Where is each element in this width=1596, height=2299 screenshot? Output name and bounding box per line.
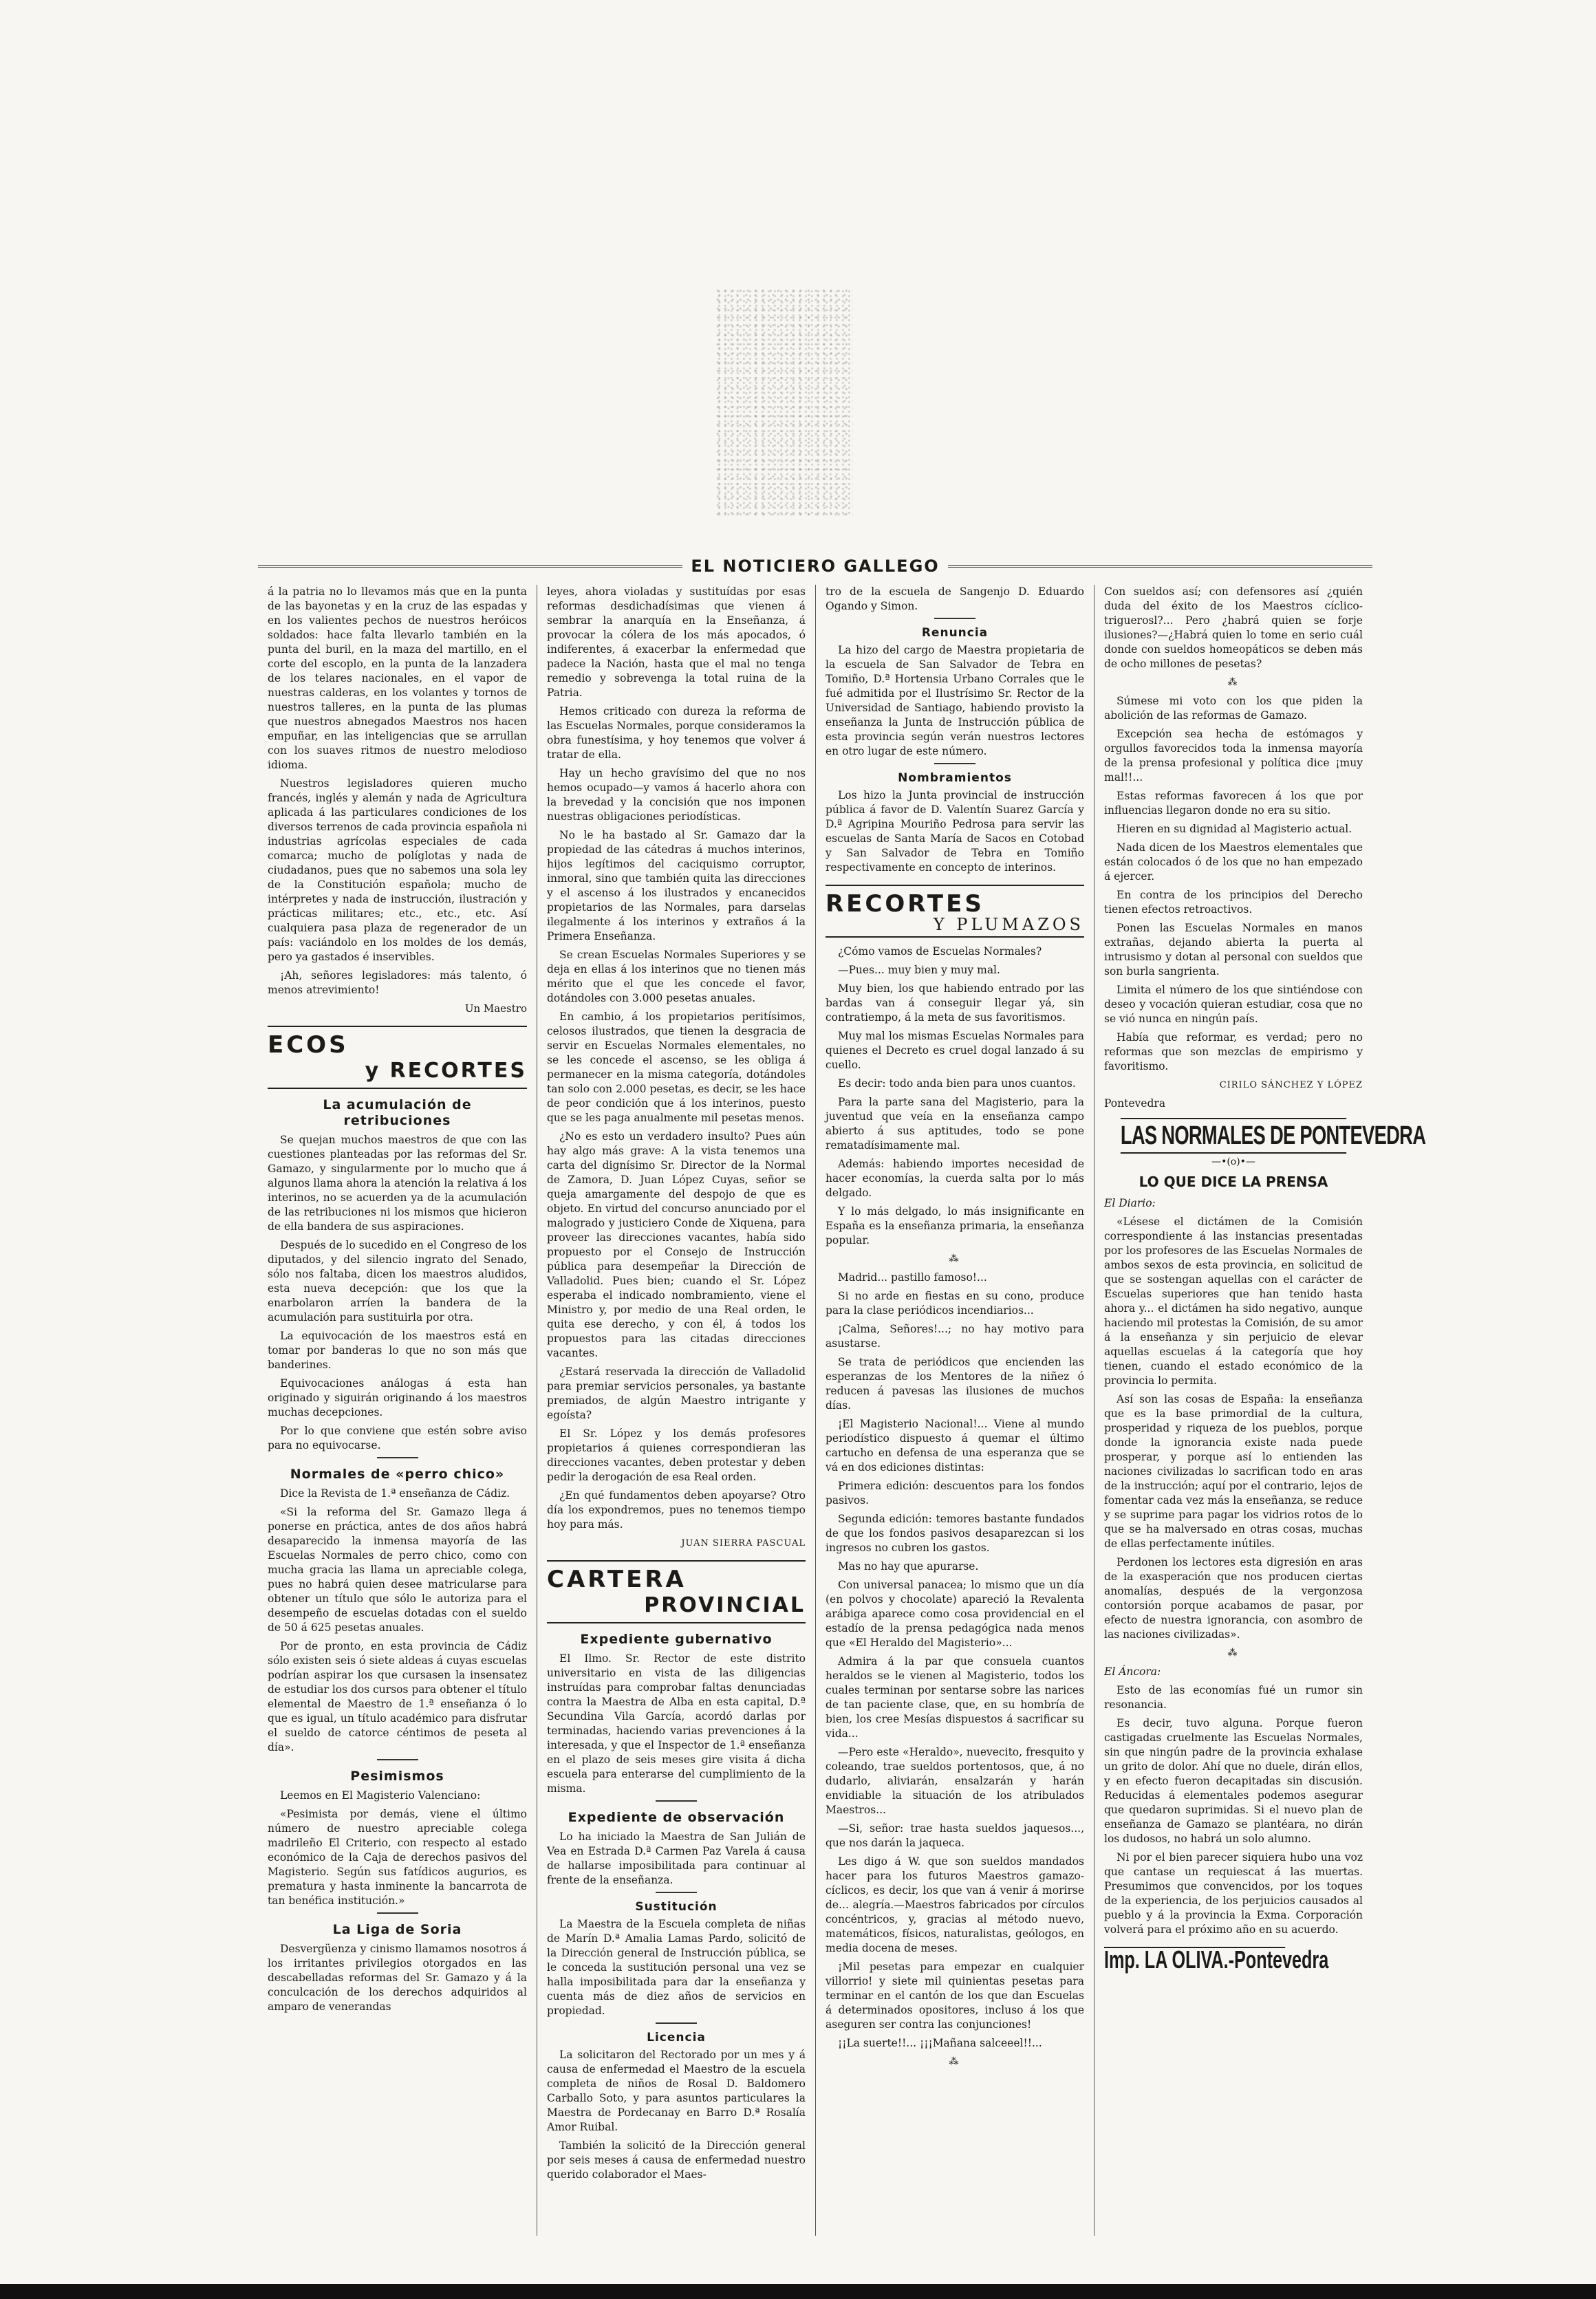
- paragraph: Por de pronto, en esta provincia de Cádiz sólo existen seis ó siete aldeas á cuyas escuelas podrían aspirar los que cursasen la insensatez de estudiar los dos cursos para obtener el título elemental de Maestro de 1.ª enseñanza ó lo que es igual, un título académico para disfrutar el sueldo de catorce céntimos de peseta al día».: [268, 1640, 527, 1753]
- banner-title: RECORTES: [826, 890, 984, 918]
- paragraph: —Pero este «Heraldo», nuevecito, fresquito y coleando, trae sueldos portentosos, que, á no dudarlo, aliviarán, ensalzarán y harán envidiable la situación de los atribulados Maestros...: [826, 1746, 1084, 1816]
- paragraph: Se quejan muchos maestros de que con las cuestiones planteadas por las reformas del Sr. Gamazo, y singularmente por lo mucho que á algunos llama ahora la atención la relativa á los interinos, no se acuerden ya de la acumulación de las retribuciones ni los mismos que hicieron de ella bandera de sus aspiraciones.: [268, 1134, 527, 1233]
- paragraph: tro de la escuela de Sangenjo D. Eduardo Ogando y Simon.: [826, 585, 1084, 612]
- divider: [377, 1912, 418, 1914]
- paragraph: En cambio, á los propietarios peritísimos, celosos ilustrados, que tienen la desgracia de servir en Escuelas Normales elementales, no se les concede el ascenso, se les obliga á permanecer en la misma categoría, dotándoles tan solo con 2.000 pesetas, es decir, se les hace de peor condición que á los interinos, puesto que se les paga anualmente mil pesetas menos.: [547, 1011, 806, 1124]
- paragraph: Admira á la par que consuela cuantos heraldos se le vienen al Magisterio, todos los cuales terminan por sentarse sobre las narices de tan paciente clase, que, en su hombría de bien, los cree Mesías dispuestos á sacrificar su vida...: [826, 1655, 1084, 1740]
- banner-ornament: —•(o)•—: [1211, 1156, 1255, 1167]
- article-heading: La acumulación de retribuciones: [323, 1097, 472, 1128]
- printer-imprint: Imp. LA OLIVA.-Pontevedra: [1104, 1945, 1329, 1974]
- section-banner-normales: LAS NORMALES DE PONTEVEDRA: [1121, 1118, 1346, 1154]
- banner-title: CARTERA: [547, 1566, 687, 1593]
- signature-place: Pontevedra: [1104, 1097, 1166, 1110]
- divider: [934, 618, 975, 619]
- paragraph: ¡El Magisterio Nacional!... Viene al mundo periodístico dispuesto á quemar el último cartucho en defensa de una esperanza que se vá en dos ediciones distintas:: [826, 1418, 1084, 1474]
- paragraph: Excepción sea hecha de estómagos y orgullos favorecidos toda la inmensa mayoría de la prensa profesional y política dice ¡muy mal!!...: [1104, 728, 1363, 784]
- signature: CIRILO SÁNCHEZ Y LÓPEZ: [1219, 1080, 1363, 1090]
- column-1: [258, 585, 537, 2236]
- paragraph: ¡Mil pesetas para empezar en cualquier villorrio! y siete mil quinientas pesetas para terminar en el cantón de los que dan Escuelas á determinados opositores, incluso á los que aseguren ser contra las conjunciones!: [826, 1961, 1084, 2031]
- paragraph: Dice la Revista de 1.ª enseñanza de Cádiz.: [280, 1487, 510, 1500]
- paragraph: «Pesimista por demás, viene el último número de nuestro apreciable colega madrileño El Criterio, con respecto al estado económico de la Caja de derechos pasivos del Magisterio. Según sus fatídicos augurios, es prematura y hasta inminente la bancarrota de tan benéfica institución.»: [268, 1808, 527, 1907]
- paragraph: Madrid... pastillo famoso!...: [838, 1271, 987, 1284]
- paragraph: á la patria no lo llevamos más que en la punta de las bayonetas y en la cruz de las espadas y en los valientes pechos de nuestros heróicos soldados: hace falta llevarlo también en la punta del buril, en la maza del martillo, en el corte del escoplo, en la punta de la lanzadera de los telares nacionales, en el vapor de nuestras calderas, en los volantes y tornos de nuestros talleres, en la punta de las plumas que nuestros abnegados Maestros nos hacen empuñar, en las inteligencias que se arrullan con los suaves ritmos de nuestro melodioso idioma.: [268, 585, 527, 771]
- paragraph: Se trata de periódicos que encienden las esperanzas de los Mentores de la niñez ó reducen á pavesas las ilusiones de muchos días.: [826, 1356, 1084, 1412]
- paragraph: ¿Cómo vamos de Escuelas Normales?: [838, 945, 1042, 958]
- article-heading: Renuncia: [921, 626, 989, 640]
- paragraph: Nada dicen de los Maestros elementales que están colocados ó de los que no han empezado á ejercer.: [1104, 841, 1363, 883]
- asterism: ⁂: [949, 1253, 961, 1264]
- section-banner-recortes: [826, 885, 1084, 938]
- section-banner-cartera: [547, 1560, 806, 1623]
- article-heading: La Liga de Soria: [332, 1922, 462, 1937]
- paragraph: Estas reformas favorecen á los que por influencias llegaron donde no era su sitio.: [1104, 790, 1363, 817]
- paragraph: Lo ha iniciado la Maestra de San Julián de Vea en Estrada D.ª Carmen Paz Varela á causa de hallarse imposibilitada para continuar al frente de la enseñanza.: [547, 1831, 806, 1886]
- article-heading: Pesimismos: [350, 1769, 444, 1784]
- paragraph: Así son las cosas de España: la enseñanza que es la base primordial de la cultura, prosperidad y riqueza de los pueblos, porque donde la ignorancia existe nada puede prosperar, y porque así lo entienden las naciones civilizadas lo sacrifican todo en aras de la instrucción; aquí por el contrario, lejos de fomentar cada vez más la enseñanza, se reduce y se suprime para pagar los vidrios rotos de lo que se ha malversado en otras cosas, muchas de ellas perfectamente inútiles.: [1104, 1393, 1363, 1550]
- paragraph: Esto de las economías fué un rumor sin resonancia.: [1104, 1684, 1363, 1711]
- paragraph: leyes, ahora violadas y sustituídas por esas reformas desdichadísimas que vienen á sembrar la anarquía en la Enseñanza, á provocar la cólera de los más apocados, ó indiferentes, á exacerbar la enfermedad que padece la Nación, hasta que el mal no tenga remedio y sobrevenga la total ruina de la Patria.: [547, 585, 806, 699]
- banner-subtitle: LO QUE DICE LA PRENSA: [1139, 1174, 1328, 1190]
- article-heading: Normales de «perro chico»: [290, 1467, 505, 1482]
- section-banner-ecos: [268, 1026, 527, 1089]
- newspaper-page: [258, 585, 1426, 2236]
- divider: [656, 1892, 697, 1893]
- paragraph: Equivocaciones análogas á esta han originado y siguirán originando á los maestros muchas decepciones.: [268, 1377, 527, 1418]
- paragraph: ¡Calma, Señores!...; no hay motivo para asustarse.: [826, 1323, 1084, 1350]
- masthead-rule-left: [258, 565, 682, 568]
- paragraph: El Ilmo. Sr. Rector de este distrito universitario en vista de las diligencias instruídas para comprobar faltas denunciadas contra la Maestra de Alba en esta capital, D.ª Secundina Vila García, acordó darlas por terminadas, haciendo varias prevenciones á la interesada, y que el Inspector de 1.ª enseñanza en el plazo de seis meses gire visita á dicha escuela para enterarse del cumplimiento de la misma.: [547, 1652, 806, 1795]
- paragraph: No le ha bastado al Sr. Gamazo dar la propiedad de las cátedras á muchos interinos, hijos legítimos del caciquismo corruptor, inmoral, sino que también quita las direcciones y el ascenso á los ilustrados y encanecidos propietarios de las Normales, para darselas ilegalmente á los interinos y extraños á la Primera Enseñanza.: [547, 829, 806, 942]
- banner-subtitle: PROVINCIAL: [644, 1593, 806, 1617]
- paragraph: Muy mal los mismas Escuelas Normales para quienes el Decreto es cruel dogal lanzado á su cuello.: [826, 1030, 1084, 1071]
- paragraph: Hieren en su dignidad al Magisterio actual.: [1117, 823, 1352, 835]
- paragraph: «Si la reforma del Sr. Gamazo llega á ponerse en práctica, antes de dos años habrá desaparecido la inmensa mayoría de las Escuelas Normales de perro chico, como con mucha gracia las llama un apreciable colega, pues no habrá quien desee matricularse para obtener un título que sólo le autoriza para el desempeño de escuelas dotadas con el sueldo de 50 á 625 pesetas anuales.: [268, 1506, 527, 1634]
- source-label: El Áncora:: [1104, 1665, 1161, 1678]
- paragraph: Y lo más delgado, lo más insignificante en España es la enseñanza primaria, la enseñanza popular.: [826, 1205, 1084, 1246]
- column-2: [537, 585, 815, 2236]
- paragraph: Mas no hay que apurarse.: [838, 1560, 979, 1573]
- paragraph: Muy bien, los que habiendo entrado por las bardas van á conseguir llegar yá, sin contratiempo, á la meta de sus favoritismos.: [826, 982, 1084, 1024]
- masthead: [258, 556, 1372, 576]
- paragraph: Leemos en El Magisterio Valenciano:: [280, 1789, 481, 1802]
- article-heading: Licencia: [647, 2031, 706, 2044]
- paragraph: —Pues... muy bien y muy mal.: [838, 964, 1000, 976]
- scan-speckle: [715, 289, 853, 516]
- asterism: ⁂: [949, 2056, 961, 2067]
- paragraph: Se crean Escuelas Normales Superiores y se deja en ellas á los interinos que no tienen más mérito que el que les concede el favor, dotándoles con 3.000 pesetas anuales.: [547, 949, 806, 1004]
- paragraph: El Sr. López y los demás profesores propietarios á quienes correspondieran las direcciones vacantes, deben protestar y deben pedir la derogación de esa Real orden.: [547, 1427, 806, 1483]
- paragraph: Súmese mi voto con los que piden la abolición de las reformas de Gamazo.: [1104, 695, 1363, 722]
- paragraph: «Lésese el dictámen de la Comisión correspondiente á las instancias presentadas por los profesores de las Escuelas Normales de ambos sexos de esta provincia, en solicitud de que se sostengan aquellas con el carácter de Escuelas superiores que han tenido hasta ahora y... el dictámen ha sido negativo, aunque haciendo mil protestas la Comisión, de su amor á la enseñanza y sin perjuicio de elevar aquellas escuelas á la categoría que hoy tienen, cuando el estado económico de la provincia lo permita.: [1104, 1216, 1363, 1387]
- paragraph: Los hizo la Junta provincial de instrucción pública á favor de D. Valentín Suarez García y D.ª Agripina Mouriño Pedrosa para servir las escuelas de Santa María de Sacos en Cotobad y San Salvador de Tebra en Tomiño respectivamente en concepto de interinos.: [826, 789, 1084, 874]
- paragraph: ¿Estará reservada la dirección de Valladolid para premiar servicios personales, ya bastante premiados, de algún Maestro intrigante y egoísta?: [547, 1366, 806, 1421]
- paragraph: ¡Ah, señores legisladores: más talento, ó menos atrevimiento!: [268, 969, 527, 996]
- paragraph: Desvergüenza y cinismo llamamos nosotros á los irritantes privilegios otorgados en las descabelladas reformas del Sr. Gamazo y á la conculcación de los derechos adquiridos al amparo de venerandas: [268, 1943, 527, 2013]
- paragraph: ¿En qué fundamentos deben apoyarse? Otro día los expondremos, pues no tenemos tiempo hoy para más.: [547, 1489, 806, 1531]
- asterism: ⁂: [1227, 1648, 1240, 1659]
- masthead-rule-right: [948, 565, 1372, 568]
- scan-bottom-edge: [0, 2284, 1596, 2299]
- paragraph: Segunda edición: temores bastante fundados de que los fondos pasivos desaparezcan si los ingresos no cubren los gastos.: [826, 1513, 1084, 1554]
- paragraph: Les digo á W. que son sueldos mandados hacer para los futuros Maestros gamazo-cíclicos, es decir, los que van á venir á morirse de... alegría.—Maestros fabricados por círculos concéntricos, y, gracias al método nuevo, matemáticos, físicos, naturalistas, geólogos, en media docena de meses.: [826, 1855, 1084, 1954]
- paragraph: ¡¡La suerte!!... ¡¡¡Mañana salceeel!!...: [838, 2037, 1042, 2049]
- paragraph: Hay un hecho gravísimo del que no nos hemos ocupado—y vamos á hacerlo ahora con la brevedad y la concisión que nos imponen nuestras obligaciones periodísticas.: [547, 767, 806, 823]
- divider: [656, 2022, 697, 2024]
- article-heading: Nombramientos: [898, 771, 1012, 785]
- column-4: [1094, 585, 1426, 2236]
- paragraph: Limita el número de los que sintiéndose con deseo y vocación quieran estudiar, cosa que no se vió nunca en ningún país.: [1104, 984, 1363, 1025]
- paragraph: ¿No es esto un verdadero insulto? Pues aún hay algo más grave: A la vista tenemos una carta del dignísimo Sr. Director de la Normal de Zamora, D. Juan López Cuyas, señor se queja amargamente del despojo de que es objeto. En virtud del concurso anunciado por el malogrado y justiciero Conde de Xiquena, para proveer las direcciones vacantes, había sido propuesto por el Consejo de Instrucción pública para desempeñar la Dirección de Valladolid. Pues bien; cuando el Sr. López esperaba el indicado nombramiento, viene el Ministro y, por medio de una Real orden, le quita ese derecho, y con él, á todos los propuestos para las citadas direcciones vacantes.: [547, 1130, 806, 1359]
- paragraph: Primera edición: descuentos para los fondos pasivos.: [826, 1480, 1084, 1507]
- banner-subtitle: y RECORTES: [365, 1059, 527, 1083]
- paragraph: Después de lo sucedido en el Congreso de los diputados, y del silencio ingrato del Senado, sólo nos faltaba, dicen los maestros aludidos, esta nueva decepción: que los que la enarbolaron arríen la bandera de la acumulación para sustituirla por otra.: [268, 1239, 527, 1324]
- paragraph: La equivocación de los maestros está en tomar por banderas lo que no son más que banderines.: [268, 1330, 527, 1371]
- paragraph: La hizo del cargo de Maestra propietaria de la escuela de San Salvador de Tebra en Tomiño, D.ª Hortensia Urbano Corrales que le fué admitida por el Ilustrísimo Sr. Rector de la Universidad de Santiago, habiendo provisto la enseñanza la Junta de Instrucción pública de esta provincia según verán nuestros lectores en otro lugar de este número.: [826, 644, 1084, 757]
- paragraph: Para la parte sana del Magisterio, para la juventud que veía en la enseñanza campo abierto á sus aptitudes, todo se pone rematadísimamente mal.: [826, 1096, 1084, 1152]
- paragraph: También la solicitó de la Dirección general por seis meses á causa de enfermedad nuestro querido colaborador el Maes-: [547, 2139, 806, 2181]
- paragraph: Nuestros legisladores quieren mucho francés, inglés y alemán y nada de Agricultura aplicada á las particulares condiciones de los diversos terrenos de cada provincia española ni industrias agrícolas especiales de cada comarca; mucho de políglotas y nada de ciudadanos, pues que no sabemos una sola ley de la Constitución española; mucho de intérpretes y nada de instrucción, ilustración y prácticas militares; etc., etc., etc. Así cualquiera pasa plaza de regenerador de un país: vaciándolo en los moldes de los demás, pero ya gastados é inservibles.: [268, 777, 527, 963]
- paragraph: Si no arde en fiestas en su cono, produce para la clase periódicos incendiarios...: [826, 1290, 1084, 1317]
- paragraph: En contra de los principios del Derecho tienen efectos retroactivos.: [1104, 889, 1363, 916]
- article-heading: Expediente gubernativo: [580, 1632, 773, 1647]
- divider: [377, 1759, 418, 1760]
- paragraph: Perdonen los lectores esta digresión en aras de la exasperación que nos producen ciertas anomalías, después de la vergonzosa contorsión porque acabamos de pasar, por efecto de nuestra ignorancia, con asombro de las naciones civilizadas».: [1104, 1556, 1363, 1641]
- paragraph: Ni por el bien parecer siquiera hubo una voz que cantase un requiescat á las muertas. Presumimos que convencidos, por los toques de la experiencia, de los perjuicios causados al pueblo y á la provincia la Exma. Corporación volverá para el próximo año en su acuerdo.: [1104, 1851, 1363, 1936]
- paragraph: Además: habiendo importes necesidad de hacer economías, la cuerda salta por lo más delgado.: [826, 1158, 1084, 1199]
- paragraph: Por lo que conviene que estén sobre aviso para no equivocarse.: [268, 1425, 527, 1451]
- divider: [934, 763, 975, 764]
- column-3: [815, 585, 1094, 2236]
- article-heading: Expediente de observación: [568, 1810, 785, 1825]
- asterism: ⁂: [1227, 677, 1240, 688]
- source-label: El Diario:: [1104, 1197, 1156, 1209]
- divider: [377, 1457, 418, 1458]
- banner-title: ECOS: [268, 1031, 349, 1059]
- signature: Un Maestro: [464, 1002, 527, 1015]
- paragraph: La solicitaron del Rectorado por un mes y á causa de enfermedad el Maestro de la escuela completa de niños de Rosal D. Baldomero Carballo Soto, y para asuntos particulares la Maestra de Pordecanay en Barro D.ª Rosalía Amor Ruibal.: [547, 2049, 806, 2133]
- paragraph: Ponen las Escuelas Normales en manos extrañas, dejando abierta la puerta al intrusismo y dotan al personal con sueldos que son burla sangrienta.: [1104, 922, 1363, 978]
- masthead-title: EL NOTICIERO GALLEGO: [691, 557, 940, 576]
- divider: [656, 1800, 697, 1802]
- banner-subtitle: Y PLUMAZOS: [933, 915, 1084, 934]
- paragraph: Hemos criticado con dureza la reforma de las Escuelas Normales, porque consideramos la obra funestísima, y hoy tenemos que volver á tratar de ella.: [547, 705, 806, 761]
- paragraph: Con sueldos así; con defensores así ¿quién duda del éxito de los Maestros cíclico-triguerosl?... Pero ¿habrá quien se forje ilusiones?—¿Habrá quien lo tome en serio cuál donde con sueldos homeopáticos se deben más de ocho millones de pesetas?: [1104, 585, 1363, 670]
- paragraph: Es decir, tuvo alguna. Porque fueron castigadas cruelmente las Escuelas Normales, sin que ningún padre de la provincia exhalase un grito de dolor. Ahí que no duele, dirán ellos, y en efecto fueron decapitadas sin discusión. Reducidas á elementales podemos asegurar que quedaron suprimidas. Si el nuevo plan de enseñanza de Gamazo se plantéara, no dirán los dudosos, no habrá un solo alumno.: [1104, 1717, 1363, 1845]
- article-heading: Sustitución: [635, 1900, 718, 1914]
- paragraph: La Maestra de la Escuela completa de niñas de Marín D.ª Amalia Lamas Pardo, solicitó de la Dirección general de Instrucción pública, se le conceda la sustitución personal una vez se halla imposibilitada para dar la enseñanza y cuenta más de diez años de servicios en propiedad.: [547, 1918, 806, 2017]
- paragraph: Con universal panacea; lo mismo que un día (en polvos y chocolate) apareció la Revalenta arábiga aparece como cosa providencial en el estadío de la prensa pedagógica nada menos que «El Heraldo del Magisterio»...: [826, 1579, 1084, 1649]
- paragraph: Había que reformar, es verdad; pero no reformas que son mezclas de empirismo y favoritismo.: [1104, 1031, 1363, 1072]
- paragraph: —Si, señor: trae hasta sueldos jaquesos..., que nos darán la jaqueca.: [826, 1822, 1084, 1849]
- signature: JUAN SIERRA PASCUAL: [681, 1538, 806, 1548]
- paragraph: Es decir: todo anda bien para unos cuantos.: [838, 1077, 1076, 1090]
